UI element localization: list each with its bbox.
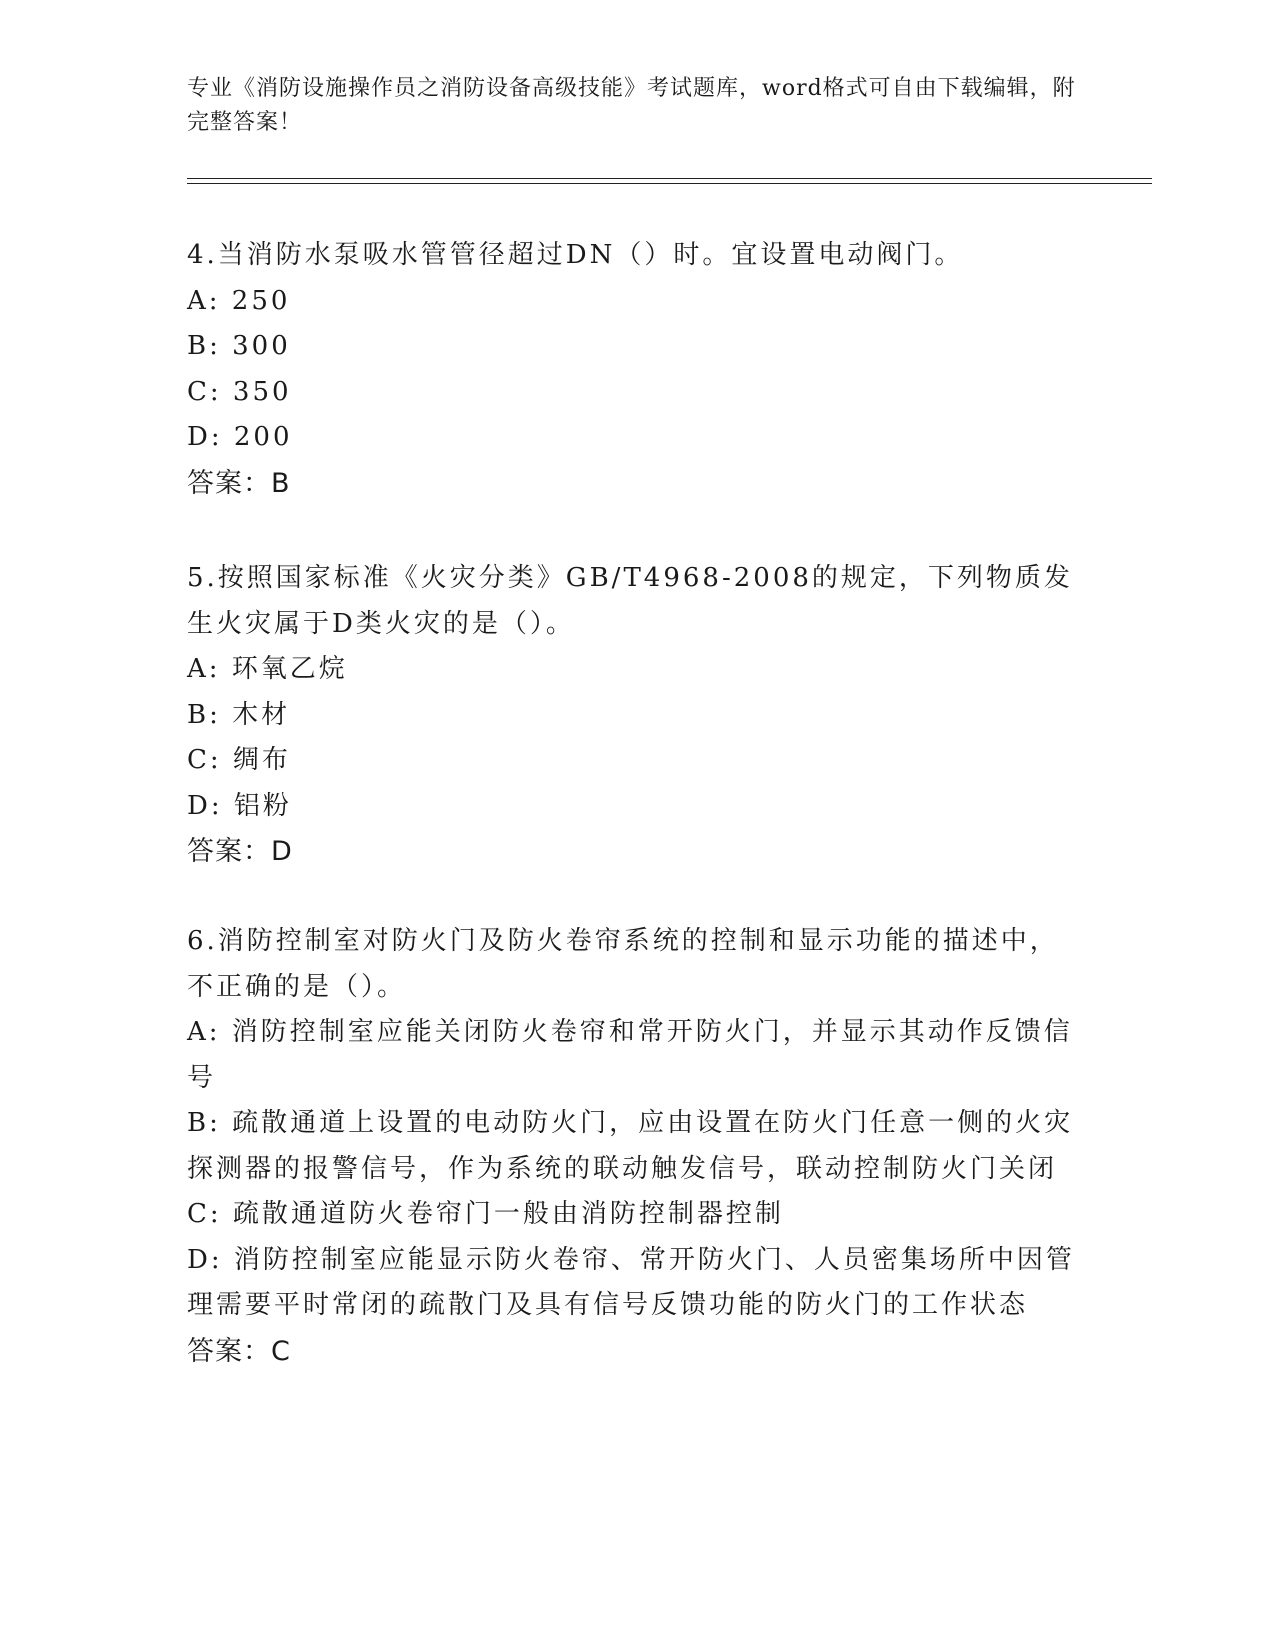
question-text: 5.按照国家标准《火灾分类》GB/T4968-2008的规定，下列物质发生火灾属于D类火灾的是（）。 — [187, 563, 1073, 639]
option-list — [187, 1010, 1087, 1329]
question-4 — [187, 233, 1087, 506]
document-header: 专业《消防设施操作员之消防设备高级技能》考试题库，word格式可自由下载编辑，附完整答案！ — [187, 76, 1076, 135]
option-d: D: 消防控制室应能显示防火卷帘、常开防火门、人员密集场所中因管理需要平时常闭的疏散门及具有信号反馈功能的防火门的工作状态 — [187, 1244, 1075, 1320]
header-divider-bottom — [187, 183, 1152, 184]
answer: 答案：D — [187, 836, 293, 867]
option-c: C: 350 — [187, 376, 292, 407]
option-d: D: 200 — [187, 422, 293, 452]
option-c: C: 绸布 — [187, 745, 291, 775]
option-a: A: 消防控制室应能关闭防火卷帘和常开防火门，并显示其动作反馈信号 — [187, 1017, 1073, 1093]
header-divider-top — [187, 178, 1152, 179]
option-b: B: 疏散通道上设置的电动防火门，应由设置在防火门任意一侧的火灾探测器的报警信号，作为系统的联动触发信号，联动控制防火门关闭 — [187, 1108, 1074, 1184]
option-a: A: 250 — [187, 285, 291, 316]
option-list — [187, 279, 1087, 461]
option-b: B: 木材 — [187, 699, 291, 730]
question-text: 4.当消防水泵吸水管管径超过DN（）时。宜设置电动阀门。 — [187, 240, 964, 270]
option-d: D: 铝粉 — [187, 790, 292, 821]
answer: 答案：B — [187, 467, 291, 499]
option-a: A: 环氧乙烷 — [187, 654, 348, 684]
option-c: C: 疏散通道防火卷帘门一般由消防控制器控制 — [187, 1199, 784, 1229]
option-list — [187, 647, 1087, 829]
question-5 — [187, 556, 1087, 875]
question-6 — [187, 919, 1087, 1374]
option-b: B: 300 — [187, 331, 291, 361]
answer: 答案：C — [187, 1335, 291, 1367]
question-text: 6.消防控制室对防火门及防火卷帘系统的控制和显示功能的描述中，不正确的是（）。 — [187, 926, 1059, 1002]
